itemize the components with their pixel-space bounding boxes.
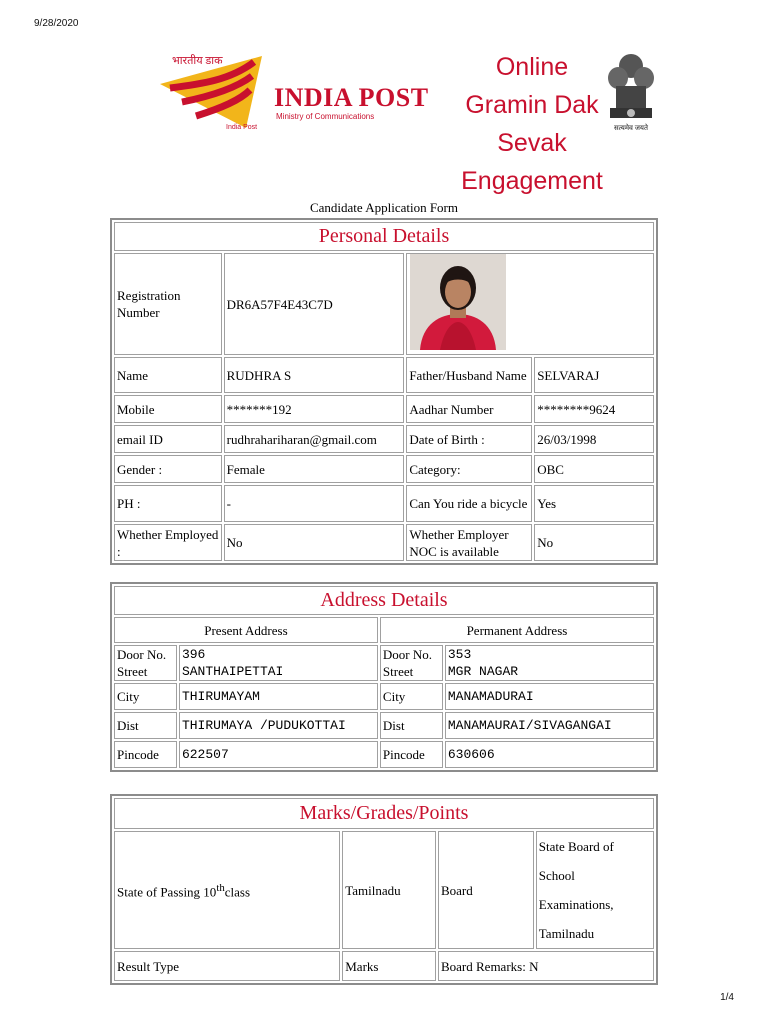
- section-title-personal: Personal Details: [114, 222, 654, 251]
- registration-label: Registration Number: [114, 253, 222, 355]
- noc-label: Whether Employer NOC is available: [406, 524, 532, 561]
- brand-name: INDIA POST: [274, 83, 429, 112]
- city-label: City: [114, 683, 177, 710]
- bicycle-value: Yes: [534, 485, 654, 522]
- permanent-door-street: [445, 645, 654, 681]
- board-remarks-value: N: [529, 958, 539, 974]
- permanent-street: MGR NAGAR: [447, 664, 519, 679]
- present-pincode: 622507: [179, 741, 378, 768]
- city-label: City: [380, 683, 443, 710]
- door-street-label: Door No. Street: [380, 645, 443, 681]
- present-street: SANTHAIPETTAI: [181, 664, 284, 679]
- mobile-label: Mobile: [114, 395, 222, 423]
- form-caption: Candidate Application Form: [309, 200, 459, 215]
- page-number: 1/4: [720, 992, 734, 1003]
- personal-details-table: [110, 218, 658, 565]
- dist-label: Dist: [114, 712, 177, 739]
- board-remarks-label: Board Remarks:: [440, 958, 526, 974]
- state-of-passing-label: [114, 831, 340, 949]
- state-label-prefix: State of Passing 10: [117, 884, 217, 900]
- name-value: RUDHRA S: [224, 357, 405, 393]
- photo-cell: [406, 253, 654, 355]
- gender-value: Female: [224, 455, 405, 483]
- present-door-street: [179, 645, 378, 681]
- aadhar-value: ********9624: [534, 395, 654, 423]
- permanent-pincode: 630606: [445, 741, 654, 768]
- title-line: Sevak: [497, 129, 567, 157]
- father-value: SELVARAJ: [534, 357, 654, 393]
- present-address-header: Present Address: [114, 617, 378, 643]
- emblem-motto: सत्यमेव जयते: [614, 124, 648, 132]
- hindi-brand-text: भारतीय डाक: [172, 55, 223, 67]
- pincode-label: Pincode: [380, 741, 443, 768]
- dist-label: Dist: [380, 712, 443, 739]
- address-details-table: [110, 582, 658, 772]
- present-city: THIRUMAYAM: [179, 683, 378, 710]
- father-label: Father/Husband Name: [406, 357, 532, 393]
- employed-value: No: [224, 524, 405, 561]
- gender-label: Gender :: [114, 455, 222, 483]
- category-value: OBC: [534, 455, 654, 483]
- section-title-marks: Marks/Grades/Points: [114, 798, 654, 829]
- print-date: 9/28/2020: [34, 18, 79, 29]
- category-label: Category:: [406, 455, 532, 483]
- aadhar-label: Aadhar Number: [406, 395, 532, 423]
- board-remarks: [438, 951, 654, 981]
- ministry-text: Ministry of Communications: [276, 112, 375, 121]
- dob-value: 26/03/1998: [534, 425, 654, 453]
- board-value: State Board of School Examinations, Tamilnadu: [536, 831, 654, 949]
- permanent-address-header: Permanent Address: [380, 617, 654, 643]
- portal-title: [452, 48, 612, 200]
- state-label-sup: th: [216, 881, 225, 894]
- mobile-value: *******192: [224, 395, 405, 423]
- result-type-label: Result Type: [114, 951, 340, 981]
- candidate-photo: [410, 254, 506, 350]
- permanent-door-no: 353: [447, 647, 472, 662]
- state-label-suffix: class: [224, 884, 251, 900]
- present-dist: THIRUMAYA /PUDUKOTTAI: [179, 712, 378, 739]
- title-line: Engagement: [461, 167, 603, 195]
- result-type-value: Marks: [342, 951, 436, 981]
- dob-label: Date of Birth :: [406, 425, 532, 453]
- email-value: rudhrahariharan@gmail.com: [224, 425, 405, 453]
- pincode-label: Pincode: [114, 741, 177, 768]
- name-label: Name: [114, 357, 222, 393]
- permanent-dist: MANAMAURAI/SIVAGANGAI: [445, 712, 654, 739]
- permanent-city: MANAMADURAI: [445, 683, 654, 710]
- present-door-no: 396: [181, 647, 206, 662]
- national-emblem-icon: [604, 50, 658, 134]
- section-title-address: Address Details: [114, 586, 654, 615]
- registration-value: DR6A57F4E43C7D: [224, 253, 405, 355]
- state-value: Tamilnadu: [342, 831, 436, 949]
- ph-value: -: [224, 485, 405, 522]
- sub-brand-text: India Post: [226, 124, 258, 131]
- employed-label: Whether Employed :: [114, 524, 222, 561]
- marks-table: [110, 794, 658, 985]
- door-street-label: Door No. Street: [114, 645, 177, 681]
- title-line: Gramin Dak: [465, 91, 599, 119]
- title-line: Online: [495, 53, 569, 81]
- ph-label: PH :: [114, 485, 222, 522]
- email-label: email ID: [114, 425, 222, 453]
- bicycle-label: Can You ride a bicycle: [406, 485, 532, 522]
- noc-value: No: [534, 524, 654, 561]
- board-label: Board: [438, 831, 534, 949]
